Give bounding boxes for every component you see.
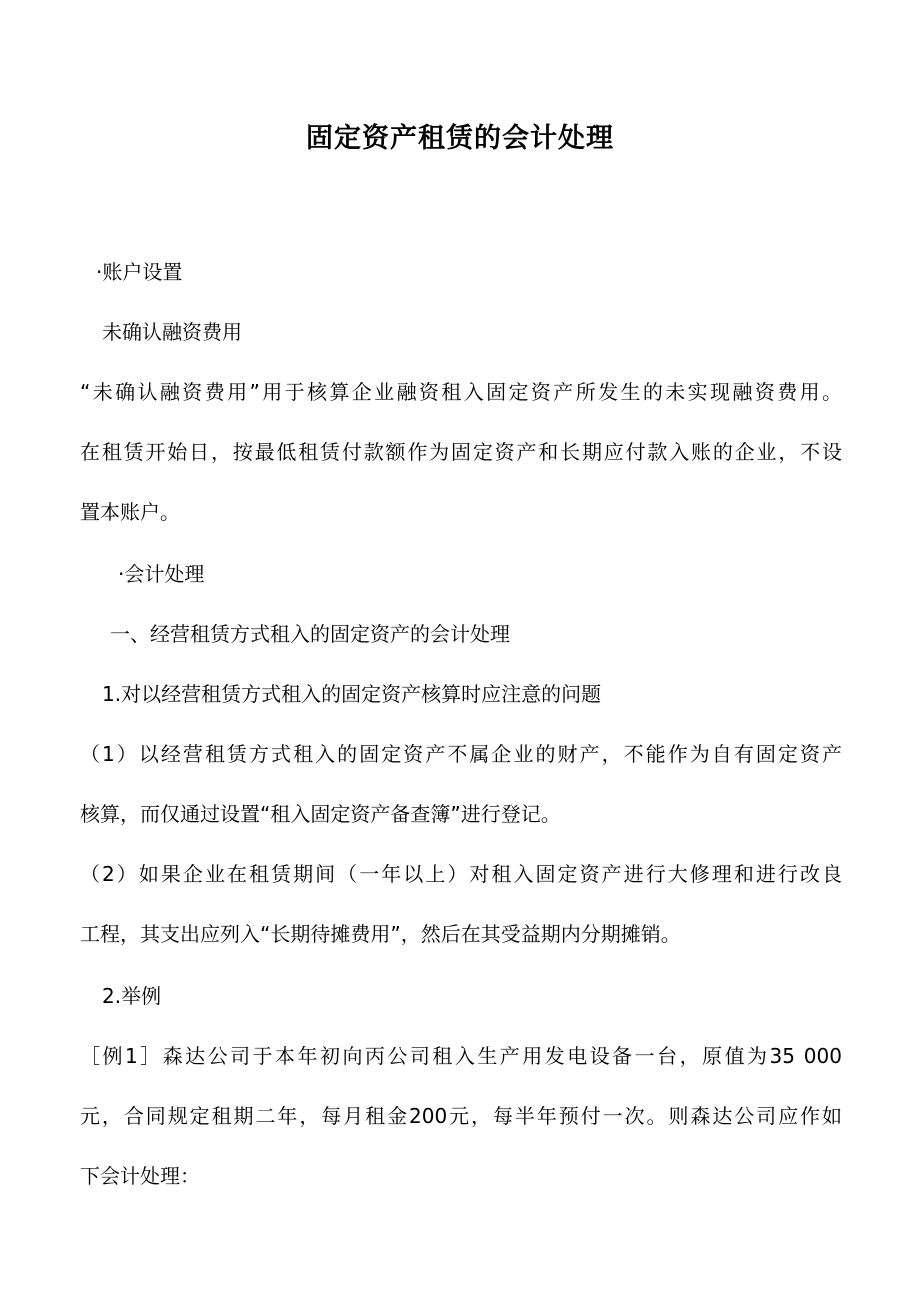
document-title: 固定资产租赁的会计处理 [306,123,614,154]
paragraph-line: 工程，其支出应列入“长期待摊费用”，然后在其受益期内分期摊销。 [80,922,681,946]
paragraph-line: ［例1］森达公司于本年初向丙公司租入生产用发电设备一台，原值为35 000 [80,1044,842,1068]
section-heading-accounting: ·会计处理 [118,562,205,586]
subsection-heading: 一、经营租赁方式租入的固定资产的会计处理 [110,622,510,646]
account-name: 未确认融资费用 [102,320,242,344]
numbered-item-heading: 1.对以经营租赁方式租入的固定资产核算时应注意的问题 [102,682,602,706]
paragraph-line: 置本账户。 [80,500,180,524]
paragraph-line: 核算，而仅通过设置“租入固定资产备查簿”进行登记。 [80,802,561,826]
paragraph-line: （1）以经营租赁方式租入的固定资产不属企业的财产，不能作为自有固定资产 [80,742,842,766]
paragraph-line: （2）如果企业在租赁期间（一年以上）对租入固定资产进行大修理和进行改良 [80,862,842,886]
paragraph-line: 下会计处理： [80,1164,200,1188]
paragraph-line: 在租赁开始日，按最低租赁付款额作为固定资产和长期应付款入账的企业，不设 [80,440,842,464]
section-heading-account-setup: ·账户设置 [96,260,183,284]
paragraph-line: “未确认融资费用”用于核算企业融资租入固定资产所发生的未实现融资费用。 [80,380,842,404]
paragraph-line: 元，合同规定租期二年，每月租金200元，每半年预付一次。则森达公司应作如 [80,1104,842,1128]
numbered-item-heading: 2.举例 [102,984,162,1008]
